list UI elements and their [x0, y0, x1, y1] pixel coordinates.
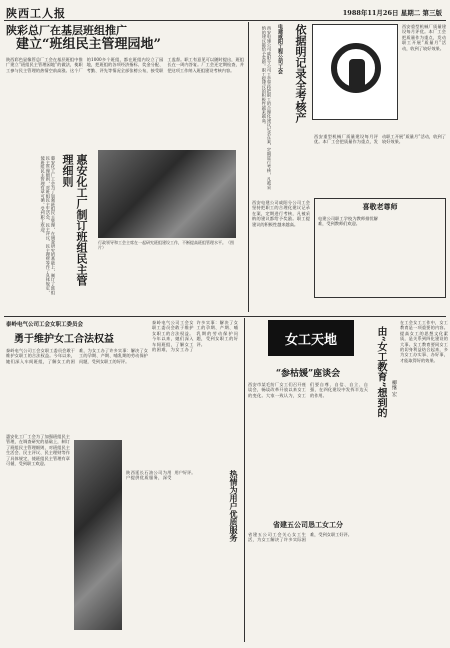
second-subtitle: 电建咸阳工程公司工会: [277, 24, 283, 74]
lower-left-body: 惠安化工厂工会为了加强班组民主管理，在调查研究的基础上，制订了班组民主管理细则，对班组民主生活会、民主评议、民主理财等作了具体规定，使班组民主管理有章可循，受到职工欢迎。: [6, 434, 70, 467]
workers-photo: [98, 150, 236, 238]
vertical-article: [6, 152, 88, 302]
left-mid-kicker: 泰岭电气公司工会女职工委员会: [6, 322, 84, 328]
second-title: 依据明记录全考核产: [294, 24, 307, 123]
nvgong-sub-body: 省建五公司工会关心女工生活，为女工解决了许多实际困难，受到女职工好评。: [248, 532, 352, 543]
right-feature-body: 在工会女工工作中，女工教育是一项重要的内容。提高女工的思想文化素质，是关系到四化建设的大事。女工教育要同女工的切身利益结合起来，多为女工办实事、办好事，才能取得好的效果。: [400, 320, 448, 363]
editor-line: [314, 122, 446, 132]
second-article: [252, 24, 308, 194]
nvgong-sub-headline: 省建五公司恳工女工分: [273, 520, 343, 529]
ad-block: [314, 198, 446, 298]
photo-caption: 行政领导和工会主席在一起研究班组建设工作，不断提高班组管理水平。（图片）: [98, 240, 234, 250]
column-logo: [312, 24, 398, 120]
main-article: [6, 24, 244, 152]
left-mid-body: 泰岭电气公司工会女职工委员会敢于维护女职工的合法权益。今年以来，她们深入车间班组，了解女工的困难，为女工办了许多实事：解决了女工的孕期、产期、哺乳期的劳动保护问题，受到女职工的好评。: [6, 348, 148, 364]
right-feature-author: 柳继 宏: [391, 380, 397, 397]
masthead: [4, 4, 446, 20]
right-top-article: [402, 24, 446, 120]
ad-title: 喜敬老尊师: [362, 202, 398, 211]
right-mid-body: 西安重型机械厂质量建设每月评优。本厂工会把质量作为重点，发动职工开展“质量月”活动，收到了较好效果。: [314, 134, 446, 145]
nvgong-body: 西安市某毛纺厂女工们召开座谈会，畅谈改革开放以来女工的变化。大家一致认为，女工们要自尊、自信、自立、自强，在四化建设中发挥半边天的作用。: [248, 382, 368, 398]
nvgong-headline: “参枯媛”座谈会: [275, 369, 341, 379]
nvgong-column-name: 女工天地: [284, 332, 337, 348]
right-feature-title: 由“女工教育”想到的: [375, 326, 386, 418]
bottom-left-body: 陕西延长石油公司为用户提供优质服务，深受用户好评。: [126, 470, 196, 481]
masthead-name: 陕西工人报: [6, 7, 66, 20]
left-mid-title: 勇于维护女工合法权益: [14, 334, 114, 345]
vertical-body: 惠安化工厂工会为了加强班组民主管理，在调查研究的基础上，制订了班组民主管理细则，对班组民主生活会、民主评议、民主理财等作了具体规定，使班组民主管理有章可循，受到职工欢迎。: [40, 156, 56, 295]
nvgong-logo: [268, 320, 354, 356]
ad-body: 电建公司职工学校为教师排忧解难，受到教师们欢迎。: [318, 216, 378, 227]
main-title: 建立“班组民主管理园地”: [16, 37, 161, 52]
mid-text-block: 西安电建公司咸阳分公司工会坚持把职工的合理化建议记录在案，定期进行考核，凡被采纳的建议都给予奖励。职工提建议的积极性越来越高。: [252, 200, 310, 227]
main-body: 陕西彩色显像管总厂工会在基层班组中推广建立“班组民主管理园地”的做法，使职工参与民主管理的热情空前高涨。这个厂的1000多个班组，都在班组内设立了园地，把班组的各项经济指标、奖金分配、考勤、评先等情况全部张榜公布，接受职工监督。职工有意见可以随时提出，班组长在一周内答复。厂工会还定期检查，并把这项工作纳入班组建设考核内容。: [6, 57, 244, 73]
vertical-title: 惠安化工厂制订班组民主管理细则: [61, 154, 88, 286]
nvgong-section: [248, 320, 368, 640]
masthead-date-line: 1988年11月26日 星期二 第三版: [342, 9, 442, 17]
factory-photo: [74, 440, 122, 630]
right-top-body: 西安重型机械厂质量建设每月评优。本厂工会把质量作为重点，发动职工开展“质量月”活动，收到了较好效果。: [402, 24, 446, 51]
second-body: 西安电建公司咸阳分公司工会坚持把职工的合理化建议记录在案，定期进行考核，凡被采纳的建议都给予奖励。职工提建议的积极性越来越高。: [261, 26, 272, 190]
hand-icon: [349, 59, 365, 89]
bottom-left-title: 热情为用户优质服务: [229, 470, 239, 542]
right-feature: [372, 320, 448, 640]
left-mid-article: [6, 320, 148, 430]
main-kicker: 陕彩总厂在基层班组推广: [6, 24, 127, 37]
bottom-left-article: [126, 470, 240, 640]
mid-bottom-body: 泰岭电气公司工会女职工委员会敢于维护女职工的合法权益。今年以来，她们深入车间班组，了解女工的困难，为女工办了许多实事：解决了女工的孕期、产期、哺乳期的劳动保护问题，受到女职工的好评。: [152, 320, 238, 353]
